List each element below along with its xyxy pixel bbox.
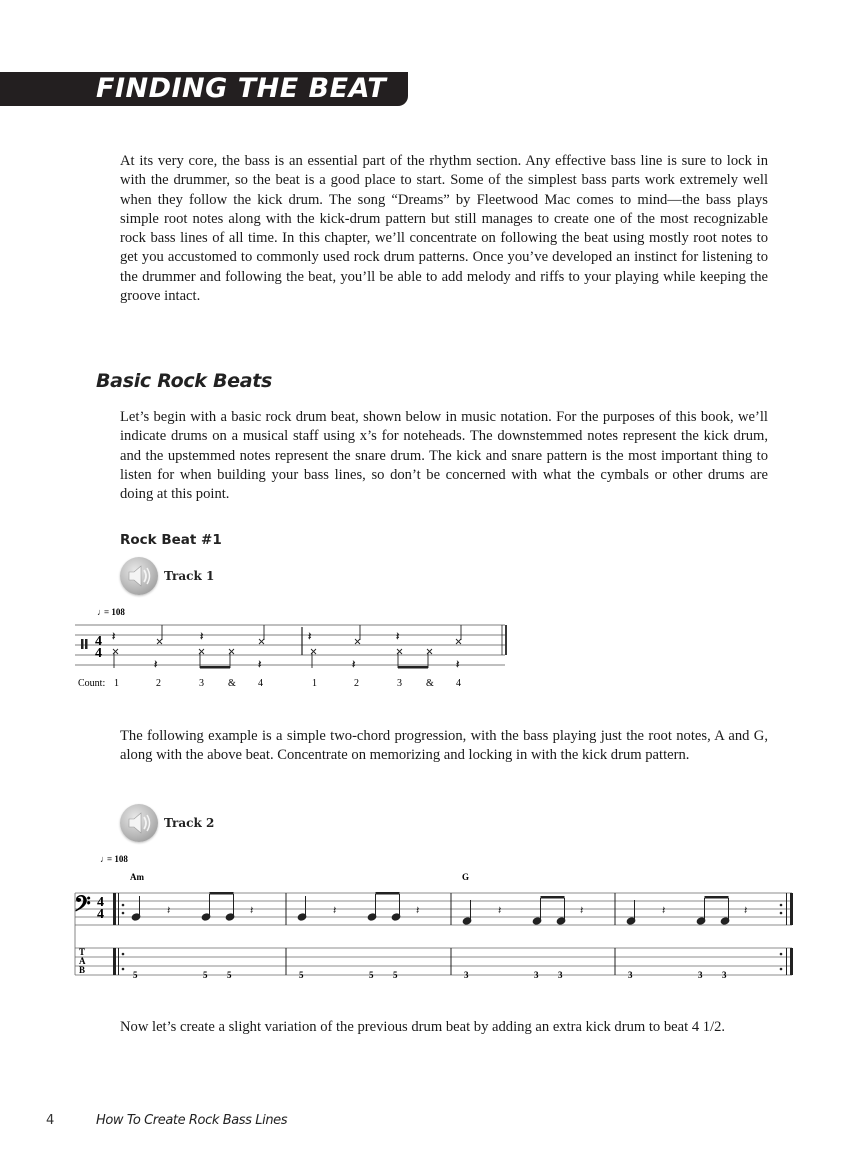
- intro-paragraph: At its very core, the bass is an essential part of the rhythm section. Any effective bass line is sure to lock in with the drummer, so the beat is a good place to start. Some of the simplest bass parts work extremely well when they follow the kick drum. The song “Dreams” by Fleetwood Mac comes to mind—the bass plays simple root notes along with the kick-drum pattern but still manages to create one of the most recognizable rock bass lines of all time. In this chapter, we’ll concentrate on following the beat using mostly root notes to get you accustomed to commonly used rock drum patterns. Once you’ve developed an instinct for listening to the drummer and following the beat, you’ll be able to add melody and riffs to your playing while keeping the groove intact.: [120, 153, 768, 305]
- drum-notation: [70, 600, 520, 700]
- svg-text:𝄽: 𝄽: [154, 659, 158, 671]
- svg-text:1: 1: [114, 678, 119, 689]
- svg-text:4: 4: [456, 678, 461, 689]
- svg-text:𝄽: 𝄽: [396, 631, 400, 643]
- svg-text:5: 5: [299, 970, 304, 980]
- svg-text:♩: ♩: [100, 854, 109, 864]
- svg-text:𝄽: 𝄽: [308, 631, 312, 643]
- section-heading: Basic Rock Beats: [96, 370, 273, 392]
- svg-text:4: 4: [97, 895, 104, 910]
- svg-text:&: &: [228, 678, 236, 689]
- svg-text:&: &: [426, 678, 434, 689]
- svg-text:𝄽: 𝄽: [662, 905, 666, 917]
- svg-text:2: 2: [354, 678, 359, 689]
- svg-text:𝄽: 𝄽: [456, 659, 460, 671]
- bass-notation: [70, 850, 800, 985]
- svg-text:5: 5: [393, 970, 398, 980]
- progression-paragraph: The following example is a simple two-chord progression, with the bass playing just the root notes, A and G, along with the above beat. Concentrate on memorizing and locking in with the kick drum pattern.: [120, 728, 768, 764]
- svg-text:2: 2: [156, 678, 161, 689]
- svg-text:3: 3: [464, 970, 469, 980]
- svg-text:3: 3: [722, 970, 727, 980]
- track-1-label: Track 1: [164, 569, 215, 583]
- track-1-button[interactable]: [120, 557, 214, 595]
- svg-text:B: B: [79, 965, 86, 975]
- speaker-icon: [120, 804, 158, 842]
- chord-am: Am: [130, 872, 144, 882]
- svg-text:3: 3: [628, 970, 633, 980]
- svg-text:Count:: Count:: [78, 678, 106, 689]
- svg-text:= 108: = 108: [104, 607, 125, 617]
- section-paragraph: Let’s begin with a basic rock drum beat, shown below in music notation. For the purposes of this book, we’ll indicate drums on a musical staff using x’s for noteheads. The downstemmed notes represent the kick drum, and the upstemmed notes represent the snare drum. The kick and snare pattern is the most important thing to listen for when building your bass lines, so don’t be concerned with what the cymbals or other drums are doing at this point.: [120, 409, 768, 503]
- svg-text:3: 3: [397, 678, 402, 689]
- chapter-title: FINDING THE BEAT: [96, 73, 387, 104]
- svg-text:4: 4: [95, 634, 102, 649]
- page-number: 4: [46, 1113, 55, 1128]
- variation-paragraph: Now let’s create a slight variation of the previous drum beat by adding an extra kick drum to beat 4 1/2.: [120, 1019, 726, 1035]
- speaker-icon: [120, 557, 158, 595]
- svg-text:𝄽: 𝄽: [352, 659, 356, 671]
- svg-text:1: 1: [312, 678, 317, 689]
- chord-g: G: [462, 872, 470, 882]
- svg-text:5: 5: [203, 970, 208, 980]
- svg-text:𝄽: 𝄽: [112, 631, 116, 643]
- svg-text:𝄽: 𝄽: [744, 905, 748, 917]
- svg-text:3: 3: [199, 678, 204, 689]
- svg-text:3: 3: [534, 970, 539, 980]
- tempo-marking: ♩: [97, 607, 106, 617]
- svg-text:3: 3: [558, 970, 563, 980]
- svg-text:= 108: = 108: [107, 854, 128, 864]
- track-2-label: Track 2: [164, 816, 215, 830]
- svg-text:5: 5: [133, 970, 138, 980]
- svg-text:A: A: [79, 956, 86, 966]
- svg-text:3: 3: [698, 970, 703, 980]
- example-heading: Rock Beat #1: [120, 532, 222, 548]
- svg-text:𝄢: 𝄢: [74, 892, 91, 921]
- svg-text:𝄽: 𝄽: [580, 905, 584, 917]
- svg-text:𝄽: 𝄽: [333, 905, 337, 917]
- svg-text:T: T: [79, 947, 86, 957]
- book-title: How To Create Rock Bass Lines: [96, 1113, 288, 1128]
- svg-text:𝄽: 𝄽: [250, 905, 254, 917]
- svg-text:𝄽: 𝄽: [200, 631, 204, 643]
- svg-text:𝄽: 𝄽: [167, 905, 171, 917]
- svg-text:𝄽: 𝄽: [258, 659, 262, 671]
- svg-text:5: 5: [227, 970, 232, 980]
- svg-text:4: 4: [258, 678, 263, 689]
- svg-text:4: 4: [97, 907, 104, 922]
- svg-text:𝄽: 𝄽: [498, 905, 502, 917]
- svg-text:5: 5: [369, 970, 374, 980]
- svg-text:𝄽: 𝄽: [416, 905, 420, 917]
- track-2-button[interactable]: [120, 804, 214, 842]
- svg-text:4: 4: [95, 646, 102, 661]
